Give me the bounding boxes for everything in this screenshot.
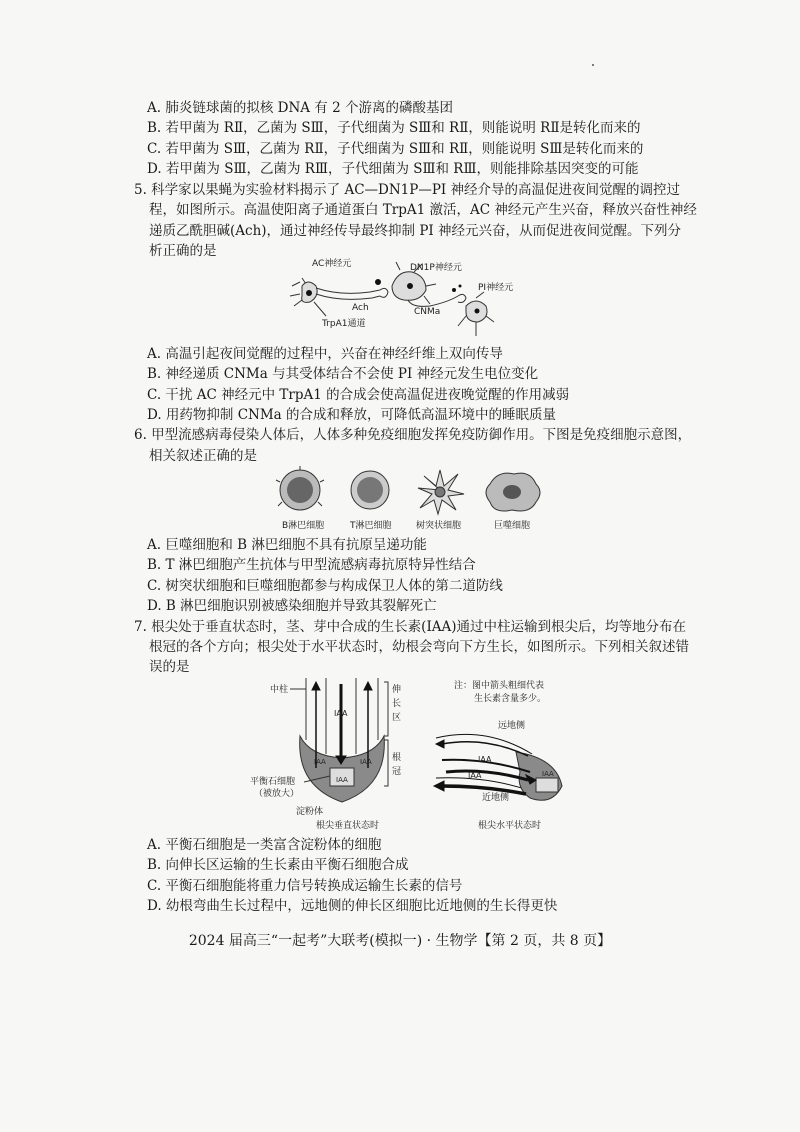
iaa-label-vertical: IAA [334, 709, 348, 718]
elongation-zone-label: 长 [392, 699, 402, 709]
iaa-label-vertical: IAA [360, 758, 372, 766]
q6-option-d: D. B 淋巴细胞识别被感染细胞并导致其裂解死亡 [147, 598, 437, 614]
horizontal-state-caption: 根尖水平状态时 [478, 821, 542, 831]
central-cylinder-label: 中柱 [270, 685, 289, 695]
q7-option-d: D. 幼根弯曲生长过程中，远地侧的伸长区细胞比近地侧的生长得更快 [147, 898, 558, 914]
q7-option-c: C. 平衡石细胞能将重力信号转换成运输生长素的信号 [147, 878, 463, 894]
iaa-label-horizontal: IAA [478, 755, 492, 764]
trpa1-label: TrpA1通道 [322, 319, 366, 329]
q4-option-b: B. 若甲菌为 RⅡ，乙菌为 SⅢ，子代细菌为 SⅢ和 RⅡ，则能说明 RⅡ是转化而来的 [147, 120, 641, 136]
statocyte-label: 平衡石细胞 [250, 777, 296, 787]
dendritic-cell-label: 树突状细胞 [416, 521, 462, 531]
macrophage-label: 巨噬细胞 [494, 521, 531, 531]
t-cell-label: T淋巴细胞 [350, 521, 392, 531]
q7-root-gravitropism-figure [246, 676, 586, 832]
q6-option-b: B. T 淋巴细胞产生抗体与甲型流感病毒抗原特异性结合 [147, 557, 476, 573]
b-lymphocyte-drawing [276, 466, 324, 510]
cnma-label: CNMa [414, 307, 441, 317]
q5-option-c: C. 干扰 AC 神经元中 TrpA1 的合成会使高温促进夜晚觉醒的作用减弱 [147, 387, 570, 403]
q7-option-b: B. 向伸长区运输的生长素由平衡石细胞合成 [147, 857, 409, 873]
q7-option-a: A. 平衡石细胞是一类富含淀粉体的细胞 [147, 837, 382, 853]
q5-option-b: B. 神经递质 CNMa 与其受体结合不会使 PI 神经元发生电位变化 [147, 366, 539, 382]
q6-stem-line: 6. 甲型流感病毒侵染人体后，人体多种免疫细胞发挥免疫防御作用。下图是免疫细胞示意图， [134, 427, 692, 443]
iaa-label-horizontal: IAA [468, 771, 482, 780]
q6-option-a: A. 巨噬细胞和 B 淋巴细胞不具有抗原呈递功能 [147, 537, 427, 553]
q4-option-a: A. 肺炎链球菌的拟核 DNA 有 2 个游离的磷酸基团 [147, 100, 453, 116]
ac-neuron-label: AC神经元 [312, 259, 352, 269]
q4-option-c: C. 若甲菌为 SⅢ，乙菌为 RⅡ，子代细菌为 SⅢ和 RⅡ，则能说明 SⅢ是转化而来的 [147, 141, 644, 157]
elongation-zone-label: 区 [392, 713, 402, 723]
iaa-label-vertical: IAA [314, 758, 326, 766]
root-cap-label: 冠 [392, 767, 402, 777]
ach-label: Ach [352, 303, 369, 313]
q5-stem-line: 5. 科学家以果蝇为实验材料揭示了 AC—DN1P—PI 神经介导的高温促进夜间觉醒的调控过 [134, 182, 681, 198]
q5-neuron-figure [280, 256, 530, 338]
scan-speck [592, 64, 594, 66]
page-footer: 2024 届高三“一起考”大联考(模拟一) · 生物学【第 2 页，共 8 页】 [188, 933, 612, 949]
pi-neuron-label: PI神经元 [478, 283, 514, 293]
q6-stem-line: 相关叙述正确的是 [149, 448, 257, 464]
figure-note: 生长素含量多少。 [474, 694, 547, 704]
dn1p-neuron-label: DN1P神经元 [410, 263, 462, 273]
far-side-label: 远地侧 [498, 721, 526, 731]
vertical-state-caption: 根尖垂直状态时 [316, 821, 380, 831]
iaa-label-vertical: IAA [336, 776, 348, 784]
iaa-label-horizontal: IAA [542, 770, 554, 778]
q6-immune-cells-figure [268, 462, 548, 532]
statocyte-label: （被放大） [254, 789, 300, 799]
q5-stem-line: 程，如图所示。高温使阳离子通道蛋白 TrpA1 激活，AC 神经元产生兴奋，释放兴奋性神经 [149, 202, 697, 218]
q4-option-d: D. 若甲菌为 SⅢ，乙菌为 RⅢ，子代细菌为 SⅢ和 RⅢ，则能排除基因突变的可能 [147, 161, 639, 177]
figure-note: 注：图中箭头粗细代表 [454, 681, 545, 691]
b-cell-label: B淋巴细胞 [282, 521, 325, 531]
q7-stem-line: 根冠的各个方向；根尖处于水平状态时，幼根会弯向下方生长，如图所示。下列相关叙述错 [149, 639, 689, 655]
elongation-zone-label: 伸 [392, 685, 402, 695]
macrophage-drawing [486, 473, 540, 511]
amyloplast-label: 淀粉体 [296, 807, 324, 817]
q5-option-a: A. 高温引起夜间觉醒的过程中，兴奋在神经纤维上双向传导 [147, 346, 503, 362]
q7-stem-line: 7. 根尖处于垂直状态时，茎、芽中合成的生长素(IAA)通过中柱运输到根尖后，均等地分布在 [134, 619, 687, 635]
q6-option-c: C. 树突状细胞和巨噬细胞都参与构成保卫人体的第二道防线 [147, 578, 503, 594]
q7-stem-line: 误的是 [149, 659, 190, 675]
t-lymphocyte-drawing [351, 471, 389, 509]
root-cap-label: 根 [392, 753, 402, 763]
q5-stem-line: 析正确的是 [149, 243, 217, 259]
near-side-label: 近地侧 [482, 793, 510, 803]
q5-option-d: D. 用药物抑制 CNMa 的合成和释放，可降低高温环境中的睡眠质量 [147, 407, 557, 423]
q5-stem-line: 递质乙酰胆碱(Ach)，通过神经传导最终抑制 PI 神经元兴奋，从而促进夜间觉醒。下列分 [149, 223, 682, 239]
dendritic-cell-drawing [418, 470, 464, 514]
